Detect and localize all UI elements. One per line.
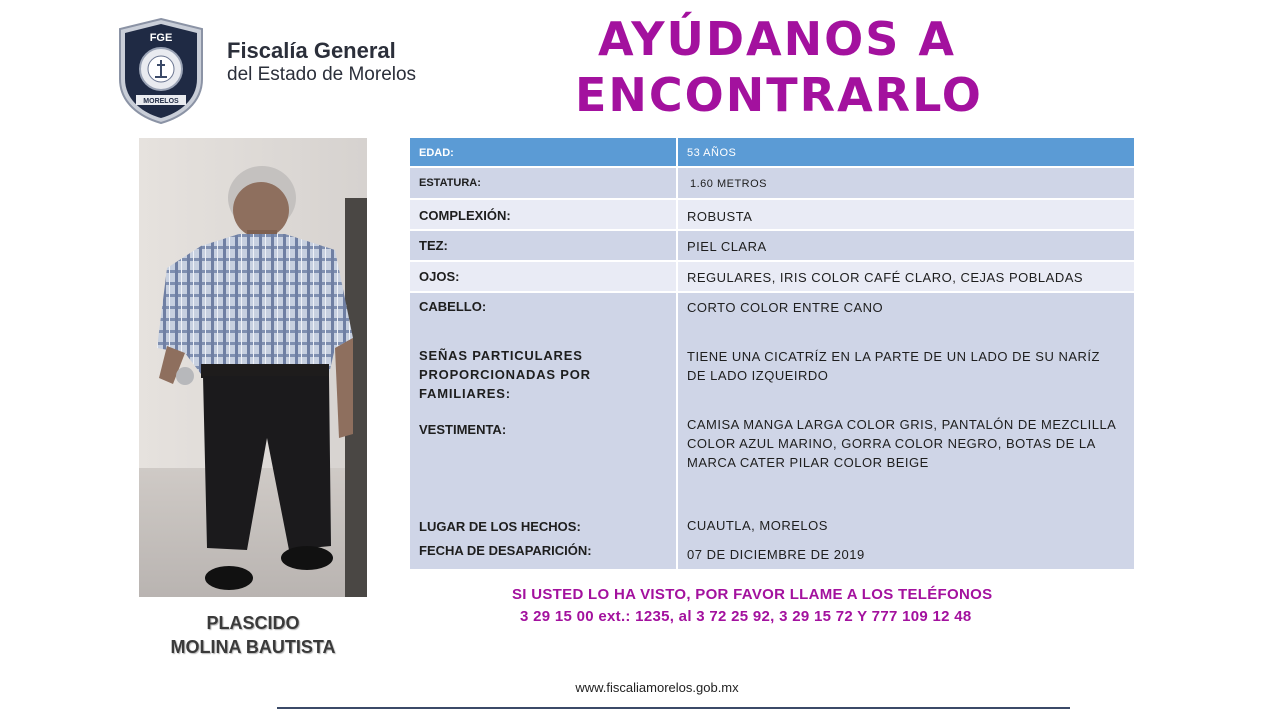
fge-badge-logo [116, 17, 206, 125]
person-name-last: MOLINA BAUTISTA [170, 637, 336, 657]
fecha-label: FECHA DE DESAPARICIÓN: [419, 543, 592, 558]
table-row-ojos [410, 262, 1134, 291]
tez-label: TEZ: [419, 238, 448, 253]
contact-call-to-action: SI USTED LO HA VISTO, POR FAVOR LLAME A LOS TELÉFONOS [512, 586, 993, 603]
cabello-value: CORTO COLOR ENTRE CANO [687, 300, 884, 315]
edad-label: EDAD: [419, 147, 454, 159]
website-link[interactable]: www.fiscaliamorelos.gob.mx [575, 680, 739, 695]
table-row-complexion [410, 200, 1134, 229]
vestimenta-value: CAMISA MANGA LARGA COLOR GRIS, PANTALÓN DE MEZCLILLA COLOR AZUL MARINO, GORRA COLOR NEGRO, BOTAS DE LA MARCA CATER PILAR COLOR BEIGE [687, 417, 1117, 470]
person-name-first: PLASCIDO [206, 613, 300, 633]
org-subname: del Estado de Morelos [227, 64, 417, 85]
missing-person-photo [139, 138, 367, 597]
table-row-descripcion [410, 293, 1134, 569]
estatura-label: ESTATURA: [419, 177, 481, 189]
headline-line-1: AYÚDANOS A [598, 12, 956, 66]
estatura-value: 1.60 METROS [690, 178, 768, 190]
cabello-label: CABELLO: [419, 299, 487, 314]
headline-line-2: ENCONTRARLO [575, 68, 983, 122]
table-row-estatura [410, 168, 1134, 198]
table-row-tez [410, 231, 1134, 260]
table-row-edad [410, 138, 1134, 166]
lugar-value: CUAUTLA, MORELOS [687, 518, 828, 533]
logo-bottom-text: MORELOS [143, 98, 179, 105]
complexion-label: COMPLEXIÓN: [419, 208, 511, 223]
footer-divider [277, 707, 1070, 709]
senas-value: TIENE UNA CICATRÍZ EN LA PARTE DE UN LADO DE SU NARÍZ DE LADO IZQUEIRDO [687, 349, 1100, 383]
tez-value: PIEL CLARA [687, 239, 767, 254]
logo-text: FGE [149, 32, 173, 44]
complexion-value: ROBUSTA [687, 209, 753, 224]
senas-label: SEÑAS PARTICULARES PROPORCIONADAS POR FAMILIARES: [419, 348, 591, 401]
org-name: Fiscalía General [227, 38, 396, 63]
edad-value: 53 AÑOS [687, 147, 737, 159]
lugar-label: LUGAR DE LOS HECHOS: [419, 519, 581, 534]
contact-phone-numbers: 3 29 15 00 ext.: 1235, al 3 72 25 92, 3 29 15 72 Y 777 109 12 48 [520, 608, 972, 625]
vestimenta-label: VESTIMENTA: [419, 422, 507, 437]
ojos-label: OJOS: [419, 269, 460, 284]
fecha-value: 07 DE DICIEMBRE DE 2019 [687, 547, 865, 562]
ojos-value: REGULARES, IRIS COLOR CAFÉ CLARO, CEJAS POBLADAS [687, 270, 1084, 285]
